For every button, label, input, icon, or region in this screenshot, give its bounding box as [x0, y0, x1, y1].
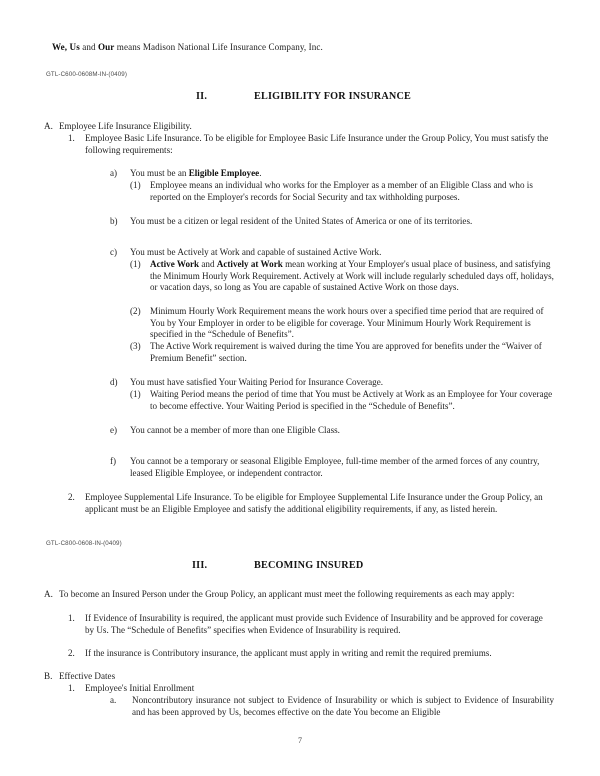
list-text	[130, 168, 554, 180]
list-item-ii-a-1-b	[110, 216, 554, 228]
list-item-ii-a-1-d-1	[130, 389, 554, 412]
list-marker: e)	[110, 425, 118, 435]
list-item-ii-a-1-c-1	[130, 259, 554, 294]
list-text-post: .	[259, 168, 262, 178]
definition-conjunction: and	[79, 42, 98, 52]
list-marker: 1.	[68, 133, 75, 143]
list-item-ii-a-1	[68, 133, 554, 156]
list-marker: (1)	[130, 180, 141, 190]
definition-body: mean working at Your Employer's usual place of business, and satisfying the Minimum Hourly Work Requirement. Actively at Work will include regularly scheduled days off, holidays, or vacation days, so long as You are capable of sustained Active Work on those days.	[150, 259, 554, 293]
definition-body: means Madison National Life Insurance Company, Inc.	[114, 42, 323, 52]
list-text: Effective Dates	[59, 671, 116, 681]
definition-term-our: Our	[97, 42, 115, 52]
list-text: You must be Actively at Work and capable of sustained Active Work.	[130, 247, 382, 257]
list-item-ii-a-1-c-2	[130, 306, 554, 341]
list-text: Noncontributory insurance not subject to Evidence of Insurability or which is subject to Evidence of Insurability and has been approved by Us, becomes effective on the date You become an Eligible	[132, 695, 554, 717]
list-marker: b)	[110, 216, 118, 226]
form-code-top: GTL-C600-0608M-IN-(0409)	[46, 71, 128, 78]
section-iii-title: BECOMING INSURED	[254, 560, 364, 571]
list-item-iii-b	[44, 671, 553, 683]
list-text: Employee Life Insurance Eligibility.	[59, 121, 192, 131]
page-number: 7	[298, 736, 302, 745]
section-ii-heading	[196, 90, 411, 103]
form-code-mid: GTL-C800-0608-IN-(0409)	[46, 540, 122, 547]
list-text: If the insurance is Contributory insurance, the applicant must apply in writing and remit the required premiums.	[85, 648, 492, 658]
list-marker: 1.	[68, 683, 75, 693]
list-text	[150, 259, 554, 294]
list-marker: 2.	[68, 492, 75, 502]
list-item-iii-a-1	[68, 613, 554, 636]
list-text: You cannot be a member of more than one Eligible Class.	[130, 425, 340, 435]
list-item-ii-a	[44, 121, 553, 133]
list-marker: (1)	[130, 259, 141, 269]
section-iii-heading	[192, 559, 363, 572]
list-text: Employee Supplemental Life Insurance. To be eligible for Employee Supplemental Life Insurance under the Group Policy, an applicant must be an Eligible Employee and satisfy the additional eligibility requirements, if any, as listed herein.	[85, 492, 543, 514]
list-marker: B.	[44, 671, 53, 681]
list-item-ii-a-1-d	[110, 377, 554, 389]
list-text: Employee means an individual who works for the Employer as a member of an Eligible Class and who is reported on the Employer's records for Social Security and tax withholding purposes.	[150, 180, 533, 202]
list-text: Minimum Hourly Work Requirement means the work hours over a specified time period that are required of You by Your Employer in order to be eligible for coverage. Your Minimum Hourly Work Requirement is specified in the “Schedule of Benefits”.	[150, 306, 544, 340]
list-marker: (3)	[130, 341, 141, 351]
term-actively-at-work: Actively at Work	[216, 259, 283, 269]
list-item-iii-a	[44, 589, 553, 601]
list-text: The Active Work requirement is waived during the time You are approved for benefits under the “Waiver of Premium Benefit” section.	[150, 341, 542, 363]
list-marker: a)	[110, 168, 118, 178]
definition-line	[52, 42, 552, 54]
term-active-work: Active Work	[150, 259, 200, 269]
list-marker: f)	[110, 456, 117, 466]
conjunction: and	[199, 259, 217, 269]
list-item-ii-a-1-e	[110, 425, 554, 437]
section-ii-numeral: II.	[196, 91, 208, 102]
section-iii-numeral: III.	[192, 560, 208, 571]
list-item-ii-a-1-a	[110, 168, 554, 180]
list-marker: 1.	[68, 613, 75, 623]
list-text: You cannot be a temporary or seasonal Eligible Employee, full-time member of the armed forces of any country, leased Eligible Employee, or independent contractor.	[130, 456, 540, 478]
list-marker: c)	[110, 247, 118, 257]
list-text: To become an Insured Person under the Group Policy, an applicant must meet the following requirements as each may apply:	[59, 589, 515, 599]
list-text: Waiting Period means the period of time that You must be Actively at Work as an Employee for Your coverage to become effective. Your Waiting Period is specified in the “Schedule of Benefits”.	[150, 389, 553, 411]
list-item-ii-a-1-c	[110, 247, 554, 259]
list-marker: (1)	[130, 389, 141, 399]
list-item-iii-a-2	[68, 648, 554, 660]
definition-term-we-us: We, Us	[52, 42, 80, 52]
list-item-iii-b-1-a	[110, 695, 554, 718]
list-marker: A.	[44, 589, 53, 599]
list-item-ii-a-1-c-3	[130, 341, 554, 364]
list-text: Employee Basic Life Insurance. To be eligible for Employee Basic Life Insurance under the Group Policy, You must satisfy the following requirements:	[85, 133, 549, 155]
list-text-pre: You must be an	[130, 168, 189, 178]
list-marker: a.	[110, 695, 117, 705]
list-marker: d)	[110, 377, 118, 387]
list-marker: A.	[44, 121, 53, 131]
list-marker: (2)	[130, 306, 141, 316]
section-ii-title: ELIGIBILITY FOR INSURANCE	[254, 91, 412, 102]
list-text: If Evidence of Insurability is required, the applicant must provide such Evidence of Insurability and be approved for coverage by Us. The “Schedule of Benefits” specifies when Evidence of Insurability is required.	[85, 613, 543, 635]
list-text: Employee's Initial Enrollment	[85, 683, 195, 693]
term-eligible-employee: Eligible Employee	[188, 168, 260, 178]
list-text: You must have satisfied Your Waiting Period for Insurance Coverage.	[130, 377, 384, 387]
list-item-ii-a-2	[68, 492, 554, 515]
list-text: You must be a citizen or legal resident of the United States of America or one of its territories.	[130, 216, 473, 226]
list-item-ii-a-1-a-1	[130, 180, 554, 203]
list-marker: 2.	[68, 648, 75, 658]
list-item-ii-a-1-f	[110, 456, 554, 479]
list-item-iii-b-1	[68, 683, 554, 695]
